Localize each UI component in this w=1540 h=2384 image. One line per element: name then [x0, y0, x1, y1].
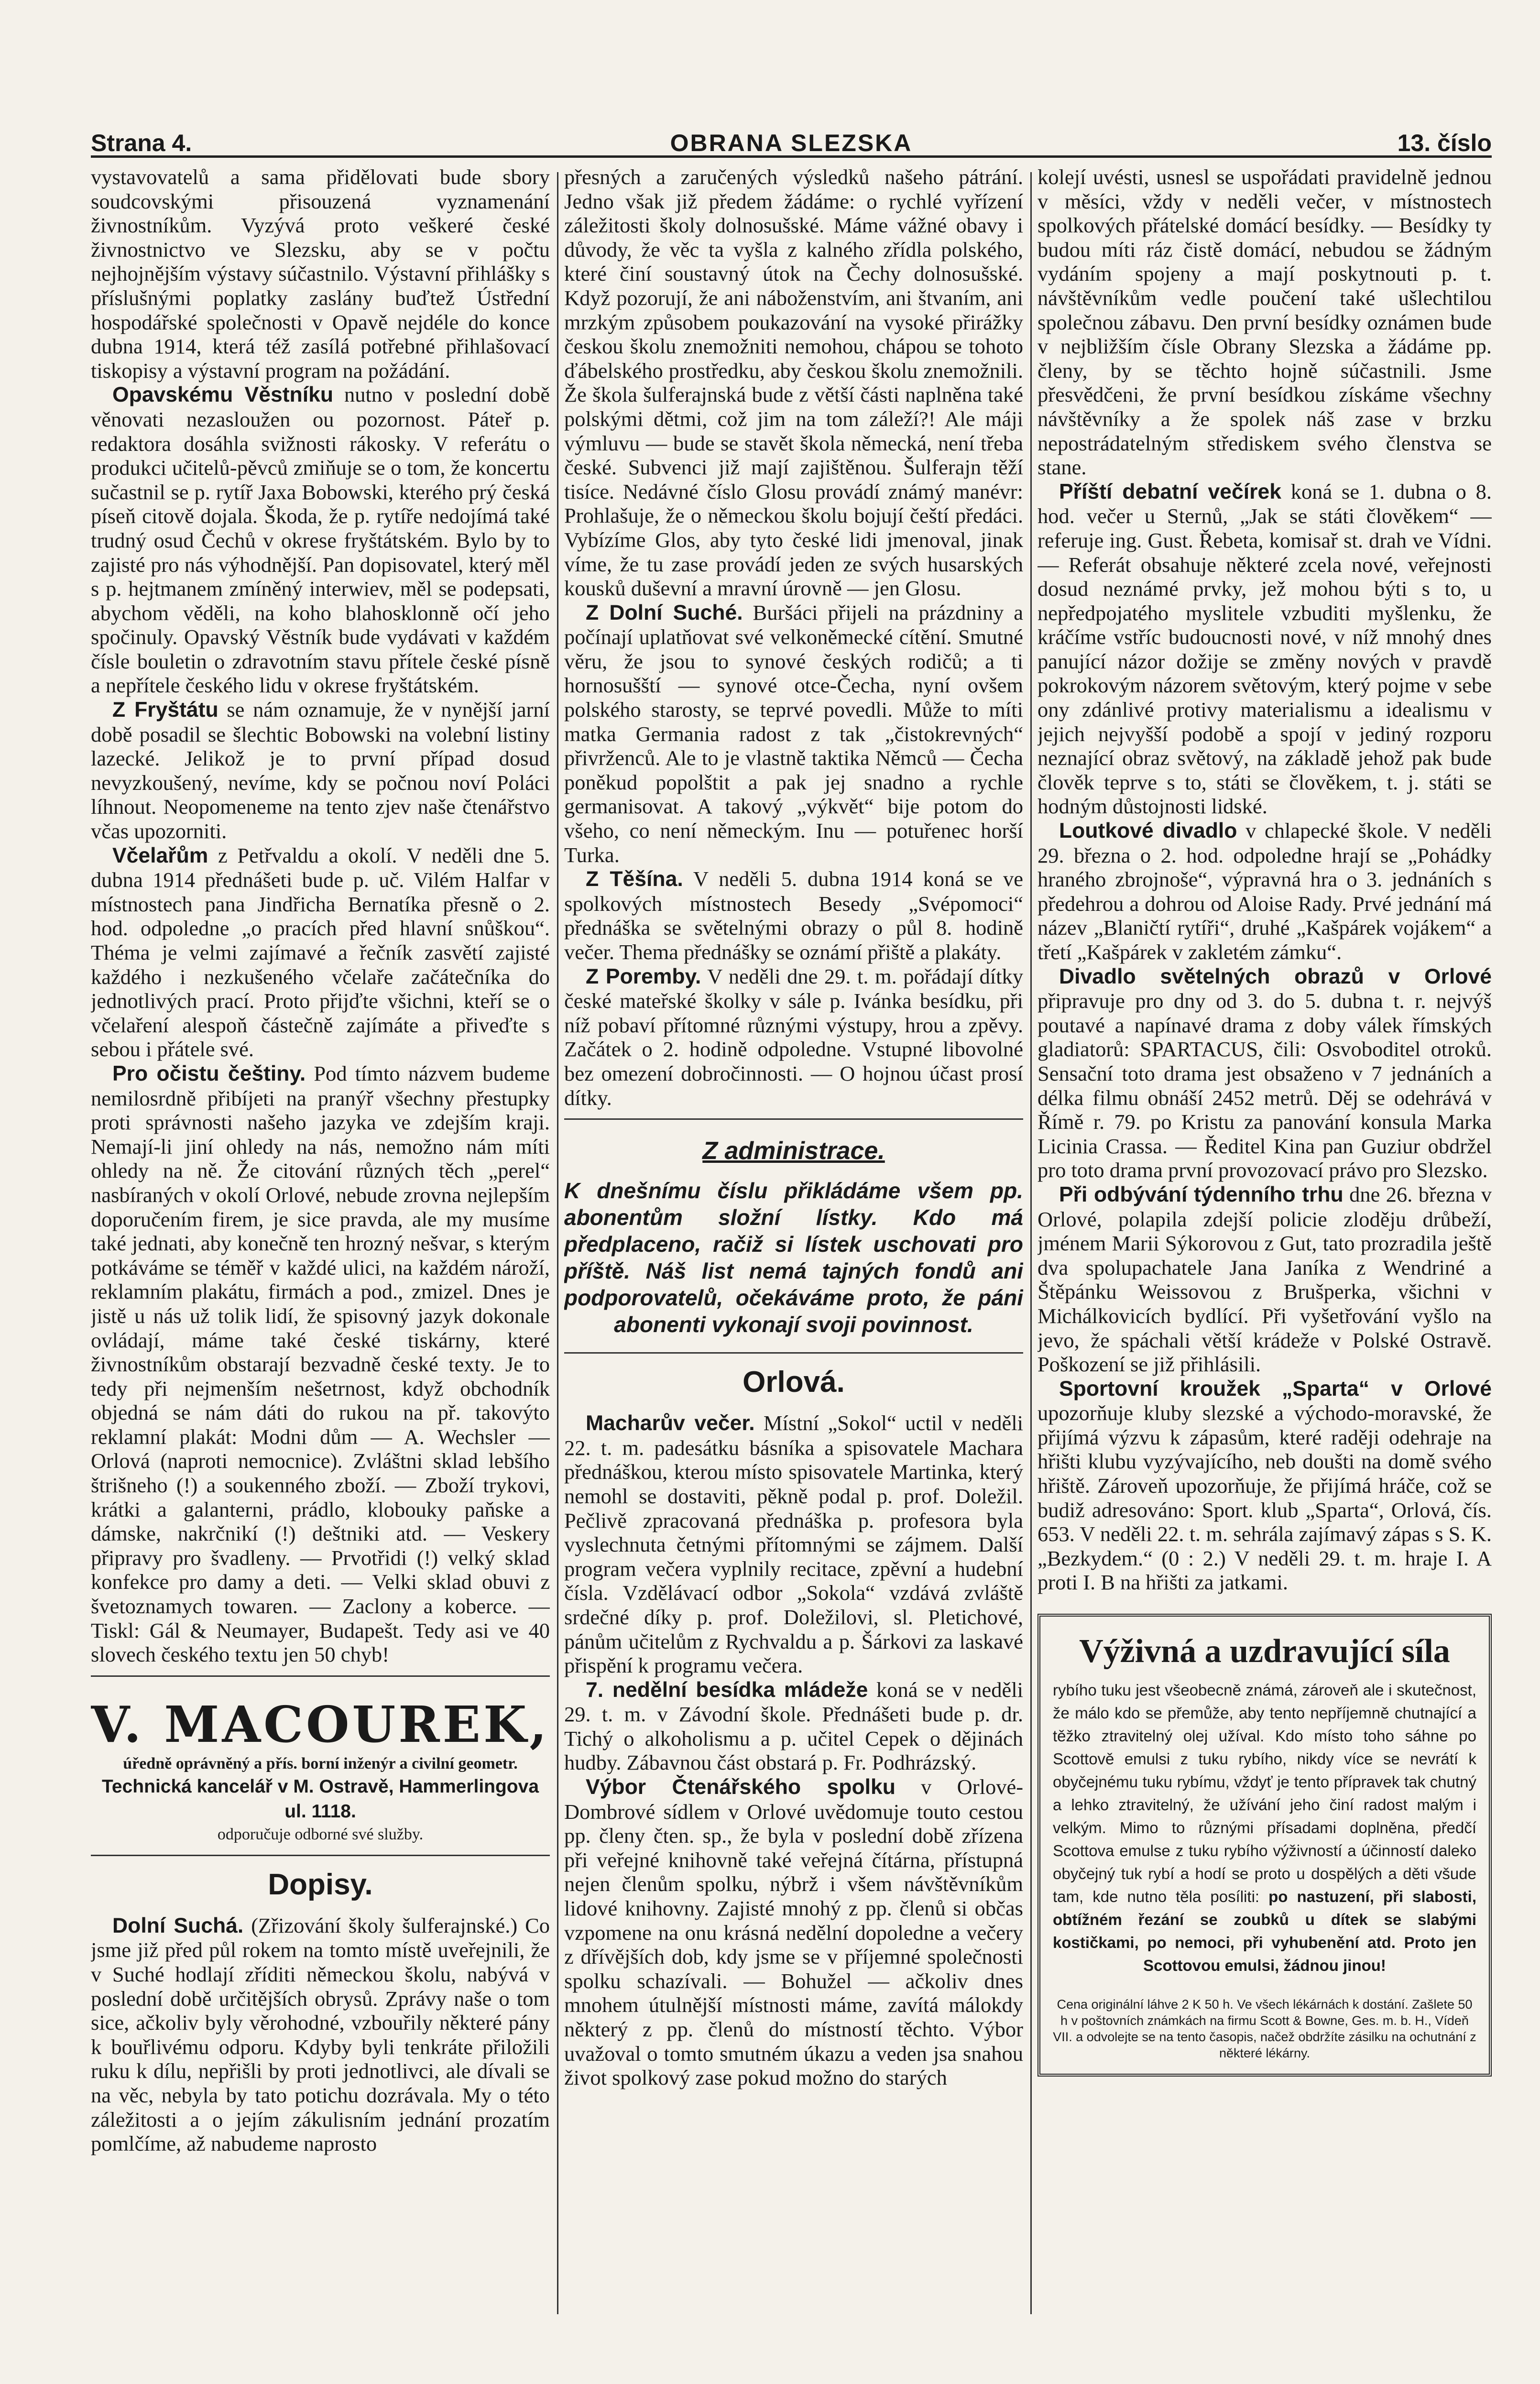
ad-name: V. MACOUREK, — [91, 1695, 550, 1754]
article-lead: Při odbývání týdenního trhu — [1059, 1182, 1343, 1206]
column-rule — [557, 172, 558, 2314]
article-paragraph — [91, 383, 550, 698]
article-text: Pod tímto názvem budeme nemilosrdně přibíjeti na pranýř všechny přestupky proti správnosti našeho jazyka ve zdejším kraji. Nemají-li jiní ohledy na nás, nemožno nám míti ohledy na ně. Že citování různých těch „perel“ nasbíraných v okolí Orlové, nebude zrovna nejlepším doporučením firem, je sice pravda, ale my musíme také jednati, aby konečně ten hrozný nešvar, s kterým potkáváme se téměř v každé ulici, na každém nároží, reklamním plakátu, firmách a pod., zmizel. Dnes je jistě u nás už tolik lidí, že spisovný jazyk dokonale ovládají, máme také české tiskárny, které živnostníkům obstarají bezvadně české texty. Je to tedy při nejmenším nešetrnost, když obchodník objedná se nám dáti do rukou na př. takovýto reklamní plakát: Modni dům — A. Wechsler — Orlová (naproti nemocnice). Zvláštni sklad lebšího štrišneho (!) a soukenného zboží. — Zboží trykovi, krátki a galanterni, prádlo, klobouky paňske a dámske, nakrčnikí (!) deštniki atd. — Veskery připravy pro švadleny. — Prvotřidi (!) velký sklad konfekce pro damy a deti. — Velki sklad obuvi z švetoznamych towaren. — Zaclony a koberce. — Tiskl: Gál & Neumayer, Budapešt. Tedy asi ve 40 slovech českého textu jen 50 chyb! — [91, 1061, 550, 1667]
article-text: v Orlové-Dombrové sídlem v Orlové uvědomuje touto cestou pp. členy čten. sp., že byla v poslední době zřízena při veřejné knihovně také veřejná čítárna, přístupná nejen členům spolku, nýbrž i všem návštěvníkům lidové knihovny. Zajisté mnohý z pp. členů si občas vzpomene na onu krásná nedělní dopoledne a večery z dřívějších dob, kdy jsme se v příjemné společnosti spolku schazívali. — Bohužel — ačkoliv dnes mnohem útulnější místnosti máme, zavítá málokdy některý z pp. členů do místností těchto. Výbor uvažoval o tomto smutném úkazu a veden jsa snahou život spolkový zase pokud možno do starých — [564, 1775, 1023, 2090]
section-title-orlova: Orlová. — [743, 1366, 845, 1399]
ad-footer: Cena originální láhve 2 K 50 h. Ve všech lékárnách k dostání. Zašlete 50 h v poštovních známkách na firmu Scott & Bowne, Ges. m. b. H., Vídeň VII. a odvolejte se na tento časopis, načež obdržíte zásilku na ochutnání z některé lékárny. — [1053, 1997, 1476, 2061]
article-text: připravuje pro dny od 3. do 5. dubna t. r. nejvýš poutavé a napínavé drama z doby válek římských gladiatorů: SPARTACUS, čili: Osvoboditel otroků. Sensační toto drama jest obsaženo v 7 jednáních a délka filmu obnáší 2452 metrů. Děj se odehrává v Římě r. 79. po Kristu za panování konsula Marka Licinia Crassa. — Ředitel Kina pan Guziur obdržel pro toto drama první provozovací právo pro Slezsko. — [1038, 989, 1492, 1182]
ad-bold-text: po nastuzení, při slabosti, obtížném řezání se zoubků u dítek se slabými kostičkami, po nemoci, při vyhubenění atd. Proto jen Scottovou emulsi, žádnou jinou! — [1053, 1888, 1476, 1975]
article-text: vystavovatelů a sama přidělovati bude sbory soudcovskými přisouzená vyznamenání živnostníkům. Vyzývá proto veškeré české živnostnictvo ve Slezsku, aby se v počtu nejhojnějším výstavy súčastnilo. Výstavní přihlášky s příslušnými poplatky zaslány buďtež Ústřední hospodářské společnosti v Opavě nejdéle do konce dubna 1914, která též zasílá potřebné přihlašovací tiskopisy a výstavní program na požádání. — [91, 165, 550, 383]
article-paragraph — [564, 601, 1023, 867]
header-rule — [91, 155, 1492, 158]
ad-line: odporučuje odborné své služby. — [217, 1825, 424, 1843]
article-text: dne 26. března v Orlové, polapila zdejší policie zloděju drůbeží, jménem Marii Sýkorovou z Gut, tato prozradila ještě dva spolupachatele Jana Janíka z Wendriné a Štěpánku Weissovou z Brušperka, všichni v Michálkovicích bydlící. Při vyšetřování vyšlo na jevo, že spáchali větší krádeže v Polské Ostravě. Poškození se již přihlásili. — [1038, 1182, 1492, 1377]
article-text: v chlapecké škole. V neděli 29. března o 2. hod. odpoledne hrají se „Pohádky hraného zbrojnoše“, výpravná hra o 3. jednáních s předehrou a dohrou od Aloise Rady. Prvé jednání má název „Blaničtí rytíři“, druhé „Kašpárek vojákem“ a třetí „Kašpárek v zakletém zámku“. — [1038, 819, 1492, 964]
article-lead: Divadlo světelných obrazů v Orlové — [1059, 964, 1492, 988]
column-2 — [564, 165, 1023, 2317]
article-paragraph — [91, 1061, 550, 1667]
article-text: koná se v neděli 29. t. m. v Závodní škole. Přednášeti bude p. dr. Tichý o alkoholismu a p. učitel Cepek o dějinách hudby. Zábavnou část obstará p. Fr. Podhrázský. — [564, 1677, 1023, 1775]
ad-body — [1053, 1679, 1476, 1977]
ad-line: Technická kancelář v M. Ostravě, Hammerlingova ul. 1118. — [101, 1776, 539, 1822]
macourek-ad — [91, 1696, 550, 1845]
article-text: z Petřvaldu a okolí. V neděli dne 5. dubna 1914 přednášeti bude p. uč. Vilém Halfar v místnostech pana Jindřicha Bernatíka přesně o 2. hod. odpoledne „o pracích před hlavní snůškou“. Théma je velmi zajímavé a řečník zasvětí zajisté každého i nezkušeného včelaře začátečníka do jednotlivých prací. Proto přijďte všichni, kteří se o včelaření alespoň částečně zajímáte a přiveďte s sebou i přátele své. — [91, 843, 550, 1061]
article-paragraph — [1038, 819, 1492, 964]
divider — [564, 1118, 1023, 1120]
divider — [91, 1675, 550, 1677]
article-lead: Loutkové divadlo — [1059, 819, 1237, 843]
column-rule — [1030, 172, 1032, 2314]
divider — [564, 1352, 1023, 1354]
article-paragraph — [1038, 480, 1492, 819]
article-paragraph — [564, 964, 1023, 1110]
article-lead: Sportovní kroužek „Sparta“ v Orlové — [1059, 1377, 1492, 1400]
issue-number: 13. číslo — [1397, 130, 1492, 156]
ad-line: úředně oprávněný a přís. borní inženýr a civilní geometr. — [123, 1754, 518, 1772]
article-lead: Včelařům — [112, 843, 208, 867]
article-lead: Pro očistu češtiny. — [112, 1061, 306, 1085]
article-lead: Z Fryštátu — [112, 698, 218, 722]
divider — [91, 1855, 550, 1856]
newspaper-page — [91, 96, 1492, 2343]
article-lead: Opavskému Věstníku — [112, 383, 334, 407]
section-title-dopisy: Dopisy. — [268, 1868, 373, 1901]
article-paragraph — [91, 1914, 550, 2156]
ad-text: rybího tuku jest všeobecně známá, zároveň ale i skutečnost, že málo kdo se přemůže, aby tento nepříjemně chutnající a těžko ztravitelný olej užíval. Kdo místo toho sáhne po Scottově emulsi z tuku rybího, nikdy více se nevrátí k obyčejnému tuku rybímu, vždyť je tento přípravek tak chutný a lehko ztravitelný, že užívání jeho činí radost malým i velkým. Mimo to různými přísadami doplněna, předčí Scottova emulse z tuku rybího výživností a účinností daleko obyčejný tuk rybí a hodí se proto u dospělých a děti všude tam, kde nutno těla posíliti: — [1053, 1681, 1476, 1906]
article-paragraph — [564, 1411, 1023, 1678]
article-text: (Zřizování školy šulferajnské.) Co jsme již před půl rokem na tomto místě uveřejnili, že v Suché hodlají zříditi německou školu, nabývá v poslední době určitějších obrysů. Zprávy naše o tom sice, ačkoliv byly věrohodné, vzbouřily některé pány k bouřlivému odporu. Kdyby byli tenkráte přiložili ruku k dílu, nepřišli by proti jednotlivci, ale dívali se na věc, nebyla by tato potichu dozrávala. My o této záležitosti a o jejím zákulisním jednání prozatím pomlčíme, až nabudeme naprosto — [91, 1913, 550, 2156]
article-text: V neděli 5. dubna 1914 koná se ve spolkových místnostech Besedy „Svépomoci“ přednáška se světelnými obrazy o půl 8. hodině večer. Thema přednášky se oznámí přiště a plakáty. — [564, 867, 1023, 964]
article-paragraph — [564, 1678, 1023, 1775]
article-paragraph — [1038, 964, 1492, 1182]
article-lead: Macharův večer. — [586, 1411, 755, 1435]
article-paragraph — [564, 867, 1023, 964]
scott-emulsion-ad — [1038, 1614, 1492, 2077]
ad-title: Výživná a uzdravující síla — [1079, 1633, 1450, 1670]
column-1 — [91, 165, 550, 2317]
article-lead: 7. nedělní besídka mládeže — [586, 1678, 868, 1702]
article-lead: Dolní Suchá. — [112, 1914, 244, 1937]
article-text: koná se 1. dubna o 8. hod. večer u Sternů, „Jak se státi člověkem“ — referuje ing. Gust. Řebeta, komisař st. drah ve Vídni. — Referát obsahuje některé zcela nové, veřejnosti dosud neznámé prvky, jež mohou býti s to, u nepředpojatého myslitele vzbuditi myšlenku, že kráčíme vstříc budoucnosti nové, v níž mnohý dnes panující názor dožije se změny nových v pravdě pokrokovým názorem světovým, který pojme v sebe ony zdánlivé protivy materialismu a idealismu v jejich nejvyšší podobě a spojí v jediný rozporu neznající obraz světový, na základě jehož pak bude člověk teprve s to, státi se člověkem, t. j. státi se hodným důstojnosti lidské. — [1038, 479, 1492, 819]
admin-text: K dnešnímu číslu přikládáme všem pp. abonentům složní lístky. Kdo má předplaceno, račiž si lístek uschovati pro příště. Náš list nemá tajných fondů ani podporovatelů, očekáváme proto, že páni abonenti vykonají svoji povinnost. — [564, 1178, 1023, 1337]
article-lead: Z Dolní Suché. — [586, 601, 743, 624]
newspaper-title: OBRANA SLEZSKA — [670, 130, 913, 156]
admin-title: Z administrace. — [702, 1137, 885, 1165]
article-text: kolejí uvésti, usnesl se uspořádati pravidelně jednou v měsíci, vždy v neděli večer, v místnostech spolkových přátelské domácí besídky. — Besídky ty budou míti ráz čistě domácí, nebudou se žádným vydáním spojeny a mají poskytnouti p. t. návštěvníkům vedle poučení také ušlechtilou společnou zábavu. Den první besídky oznámen bude v nejbližším čísle Obrany Slezska a žádáme pp. členy, by se těchto hojně súčastnili. Jsme přesvědčeni, že první besídkou získáme všechny návštěvníky a že spolek náš zase v brzku nepostrádatelným střediskem svého členstva se stane. — [1038, 165, 1492, 480]
article-paragraph — [91, 698, 550, 843]
page-number: Strana 4. — [91, 130, 192, 156]
article-text: Místní „Sokol“ uctil v neděli 22. t. m. padesátku básníka a spisovatele Machara přednáškou, kterou místo spisovatele Martinka, který nemohl se dostaviti, pěkně podal p. prof. Doležil. Pečlivě zpracovaná přednáška p. profesora byla vyslechnuta četnými přítomnými se zájmem. Další program večera vyplnily recitace, zpěvní a hudební čísla. Vzdělávací odbor „Sokola“ vzdává zvláště srdečné díky p. prof. Doležilovi, sl. Pletichové, pánům učitelům z Rychvaldu a p. Šárkovi za laskavé přispění k programu večera. — [564, 1411, 1023, 1678]
article-lead: Z Těšína. — [586, 867, 683, 891]
administration-notice — [564, 1134, 1023, 1338]
running-header — [91, 115, 1492, 158]
article-text: přesných a zaručených výsledků našeho pátrání. Jedno však již předem žádáme: o rychlé vyřízení záležitosti školy dolnosušské. Máme vážné obavy i důvody, že věc ta vyšla z kalného zřídla polského, které činí soustavný útok na Čechy dolnosušské. Když pozorují, že ani náboženstvím, ani štvaním, ani mrzkým způsobem poukazování na vysoké přirážky českou školu znemožniti nemohou, chápou se tohoto ďábelského prostředku, aby českou školu znemožnili. Že škola šulferajnská bude z větší části naplněna také polskými dětmi, což jim na tom záleží?! Ale máji výmluvu — bude se stavět škola německá, není třeba české. Subvenci již mají zajištěnou. Šulferajn těží tisíce. Nedávné číslo Glosu provádí známý manévr: Prohlašuje, že o německou školu bojují čeští předáci. Vybízíme Glos, aby tyto české lidi jmenoval, jinak víme, že tu zase provádí jeden ze svých husarských kousků duševní a mravní úrovně — jen Glosu. — [564, 165, 1023, 601]
article-paragraph — [91, 843, 550, 1061]
article-text: Buršáci přijeli na prázdniny a počínají uplatňovat své velkoněmecké cítění. Smutné věru, že jsou to synové českých rodičů; a ti hornosušští — synové otce-Čecha, nyní ovšem polského starosty, se teprvé povedli. Může to míti matka Germania radost z tak „čistokrevných“ přivrženců. Ale to je vlastně taktika Němců — Čecha poněkud popolštit a pak jej snadno a rychle germanisovat. A takový „výkvět“ bije potom do všeho, co není německým. Inu — potuřenec horší Turka. — [564, 600, 1023, 867]
article-lead: Z Poremby. — [586, 964, 701, 988]
article-paragraph — [1038, 1377, 1492, 1595]
column-3 — [1038, 165, 1492, 2317]
article-lead: Příští debatní večírek — [1059, 480, 1281, 503]
article-text: upozorňuje kluby slezské a východo-moravské, že přijímá výzvu k zápasům, které raději odehraje na hřišti klubu vyzývajícího, neb doušti na domě svého hřiště. Zároveň upozorňuje, že přijímá hráče, což se budiž adresováno: Sport. klub „Sparta“, Orlová, čís. 653. V neděli 22. t. m. sehrála zajímavý zápas s S. K. „Bezkydem.“ (0 : 2.) V neděli 29. t. m. hraje I. A proti I. B na hřišti za jatkami. — [1038, 1401, 1492, 1595]
article-lead: Výbor Čtenářského spolku — [586, 1775, 896, 1799]
article-text: se nám oznamuje, že v nynější jarní době posadil se šlechtic Bobowski na volební listiny lazecké. Jelikož je to první případ dosud nevyzkoušený, nevíme, kdy se počnou noví Poláci líhnout. Neopomeneme na tento zjev naše čtenářstvo včas upozorniti. — [91, 698, 550, 843]
article-paragraph — [564, 1775, 1023, 2090]
article-paragraph — [1038, 1182, 1492, 1377]
article-text: nutno v poslední době věnovati nezasloužen ou pozornost. Páteř p. redaktora dosáhla svižnosti rákosky. V referátu o produkci učitelů-pěvců zmiňuje se o tom, že koncertu sučastnil se p. rytíř Jaxa Bobowski, kterého prý česká píseň citově dojala. Škoda, že p. rytíře nedojímá také trudný osud Čechů v okrese fryštátském. Bylo by to zajisté pro nás výhodnější. Pan dopisovatel, který měl s p. hejtmanem zmíněný interwiev, měl se podepsati, abychom věděli, na koho blahosklonně očí jeho spočinuly. Opavský Věstník bude vydávati v každém čísle bouletin o zdravotním stavu přítele české písně a nepřítele českého lidu v okrese fryštátském. — [91, 383, 550, 698]
article-text: V neděli dne 29. t. m. pořádají dítky české mateřské školky v sále p. Ivánka besídku, při níž pobaví přítomné různými výstupy, hrou a zpěvy. Začátek o 2. hodině odpoledne. Vstupné libovolné bez omezení dobročinnosti. — O hojnou účast prosí dítky. — [564, 964, 1023, 1110]
